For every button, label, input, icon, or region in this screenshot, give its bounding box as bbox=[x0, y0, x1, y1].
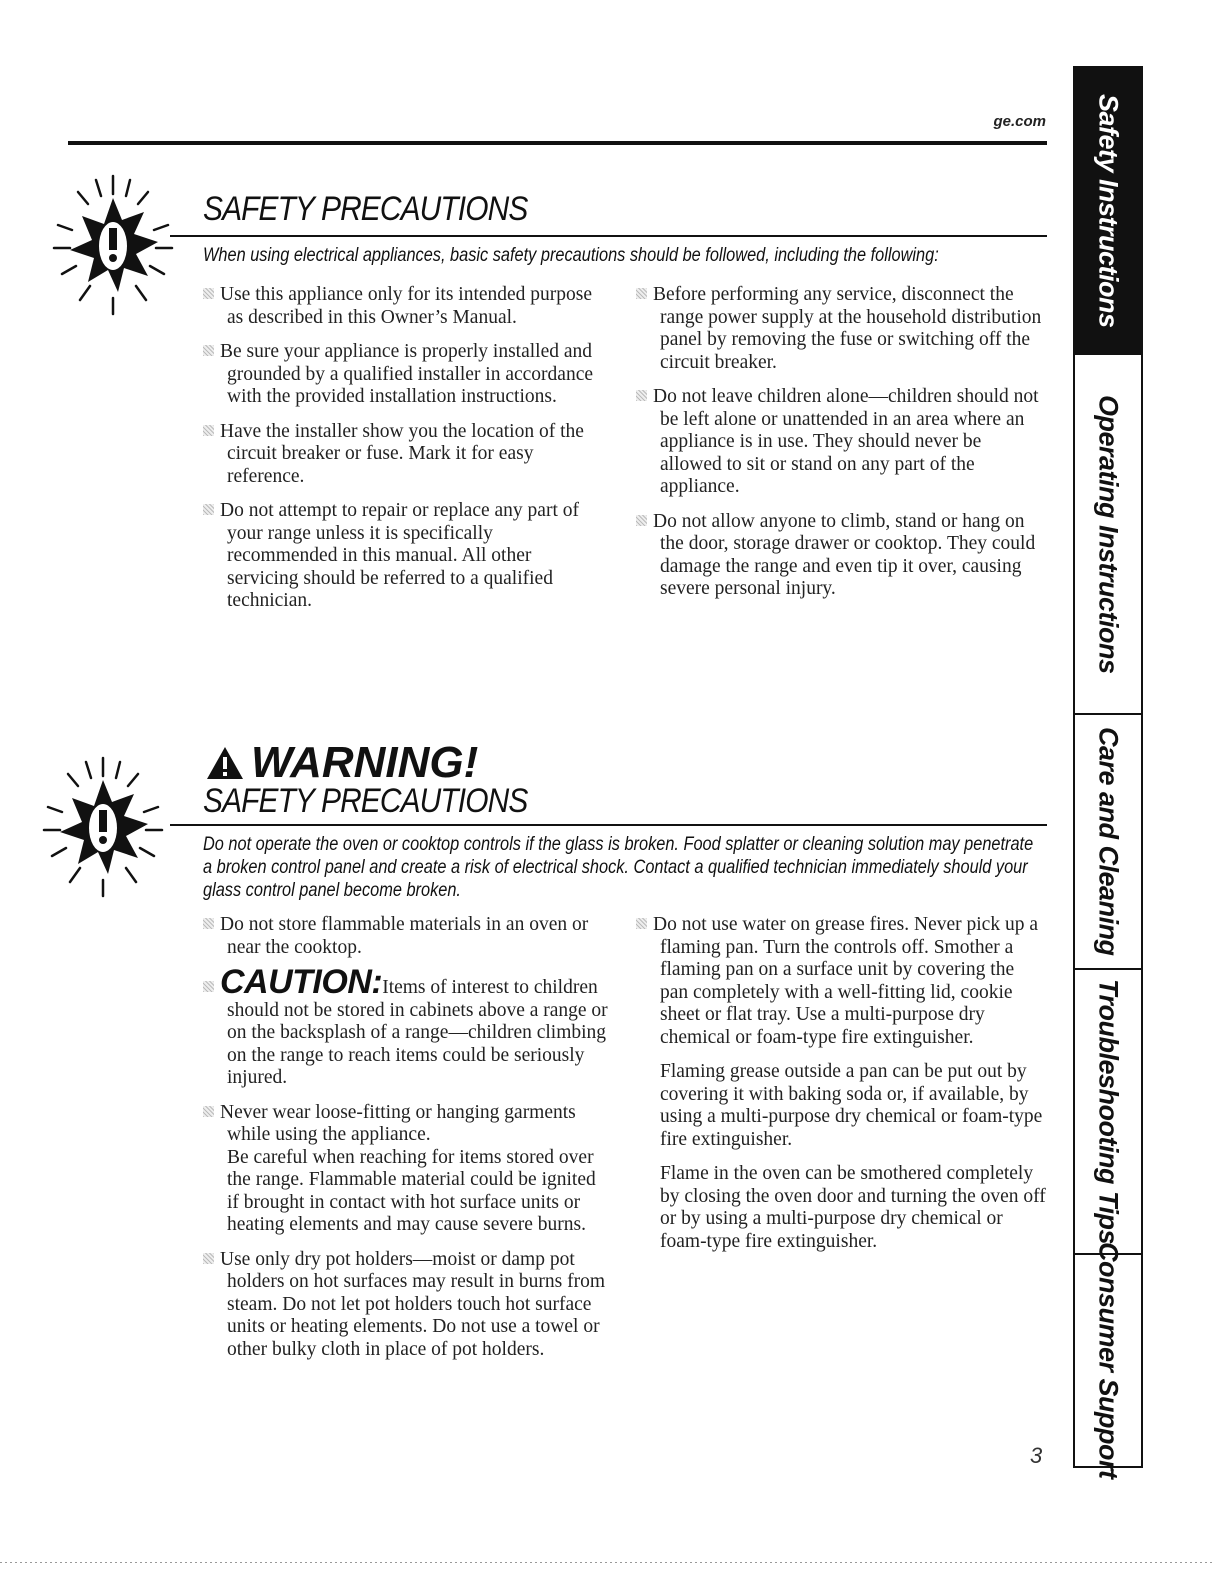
list-item: Do not use water on grease fires. Never pick up a flaming pan. Turn the controls off. Smother a flaming pan on a surface unit by covering the pan completely with a well-fitting lid, cookie sheet or flat tray. Use a multi-purpose dry chemical or foam-type fire extinguisher. bbox=[636, 914, 1046, 1049]
section1-subtitle: When using electrical appliances, basic safety precautions should be followed, including the following: bbox=[203, 245, 939, 266]
list-item: Have the installer show you the location of the circuit breaker or fuse. Mark it for easy reference. bbox=[203, 421, 605, 489]
list-item: Do not allow anyone to climb, stand or hang on the door, storage drawer or cooktop. They could damage the range and even tip it over, causing severe personal injury. bbox=[636, 511, 1046, 601]
paragraph: Flame in the oven can be smothered completely by closing the oven door and turning the oven off or by using a multi-purpose dry chemical or foam-type fire extinguisher. bbox=[660, 1163, 1046, 1252]
section-tabs bbox=[1073, 66, 1143, 1479]
list-item: Use this appliance only for its intended purpose as described in this Owner’s Manual. bbox=[203, 284, 605, 329]
page-number: 3 bbox=[1030, 1443, 1043, 1468]
list-item: Do not attempt to repair or replace any part of your range unless it is specifically recommended in this manual. All other servicing should be referred to a qualified technician. bbox=[203, 500, 605, 613]
tab-consumer-support[interactable]: Consumer Support bbox=[1093, 1242, 1124, 1479]
list-item-continued: Be careful when reaching for items stored over the range. Flammable material could be ignited if brought in contact with hot surface units or heating elements and may cause severe burns. bbox=[227, 1146, 596, 1235]
section1-rule bbox=[170, 235, 1047, 237]
section1-right-column bbox=[636, 284, 1046, 613]
list-item: Never wear loose-fitting or hanging garments while using the appliance. bbox=[203, 1102, 608, 1147]
bullet-icon bbox=[203, 1253, 214, 1264]
bullet-icon bbox=[636, 390, 647, 401]
list-item: Do not leave children alone—children should not be left alone or unattended in an area where an appliance is in use. They should never be allowed to sit or stand on any part of the appliance. bbox=[636, 386, 1046, 499]
list-item: Before performing any service, disconnect the range power supply at the household distribution panel by removing the fuse or switching off the circuit breaker. bbox=[636, 284, 1046, 374]
bullet-icon bbox=[203, 1106, 214, 1117]
bottom-divider bbox=[0, 1562, 1213, 1563]
caution-item: CAUTION:Items of interest to children should not be stored in cabinets above a range or on the backsplash of a range—children climbing on the range to reach items could be seriously injured. bbox=[203, 971, 608, 1090]
bullet-icon bbox=[203, 918, 214, 929]
section2-left-column bbox=[203, 914, 608, 1373]
bullet-icon bbox=[203, 288, 214, 299]
bullet-icon bbox=[203, 345, 214, 356]
header-rule bbox=[68, 141, 1047, 145]
warning-triangle-icon bbox=[205, 745, 245, 781]
section1-title: SAFETY PRECAUTIONS bbox=[203, 190, 528, 228]
bullet-icon bbox=[203, 981, 214, 992]
section1-left-column bbox=[203, 284, 605, 625]
caution-label: CAUTION: bbox=[220, 963, 383, 1001]
tab-troubleshooting-tips[interactable]: Troubleshooting Tips bbox=[1075, 970, 1141, 1255]
list-item: Be sure your appliance is properly installed and grounded by a qualified installer in accordance with the provided installation instructions. bbox=[203, 341, 605, 409]
warning-label: WARNING! bbox=[251, 738, 479, 787]
list-item: Use only dry pot holders—moist or damp pot holders on hot surfaces may result in burns from steam. Do not let pot holders touch hot surface units or heating elements. Do not use a towel or other bulky cloth in place of pot holders. bbox=[203, 1249, 608, 1362]
section2-rule bbox=[170, 824, 1047, 826]
section2-subtitle: Do not operate the oven or cooktop controls if the glass is broken. Food splatter or cleaning solution may penetrate a broken control panel and create a risk of electrical shock. Contact a qualified technician immediately should your glass control panel become broken. bbox=[203, 834, 1034, 901]
warning-heading bbox=[205, 738, 478, 788]
list-item: Do not store flammable materials in an oven or near the cooktop. bbox=[203, 914, 608, 959]
tab-safety-instructions[interactable]: Safety Instructions bbox=[1075, 68, 1141, 355]
header-url: ge.com bbox=[993, 113, 1046, 130]
bullet-icon bbox=[636, 515, 647, 526]
paragraph: Flaming grease outside a pan can be put out by covering it with baking soda or, if available, by using a multi-purpose dry chemical or foam-type fire extinguisher. bbox=[660, 1061, 1043, 1150]
tab-care-and-cleaning[interactable]: Care and Cleaning bbox=[1075, 715, 1141, 970]
bullet-icon bbox=[203, 504, 214, 515]
bullet-icon bbox=[636, 918, 647, 929]
warning-burst-icon bbox=[28, 752, 178, 902]
bullet-icon bbox=[203, 425, 214, 436]
warning-burst-icon bbox=[38, 170, 188, 320]
bullet-icon bbox=[636, 288, 647, 299]
section2-right-column bbox=[636, 914, 1046, 1265]
section2-title: SAFETY PRECAUTIONS bbox=[203, 782, 528, 820]
tab-operating-instructions[interactable]: Operating Instructions bbox=[1075, 355, 1141, 715]
